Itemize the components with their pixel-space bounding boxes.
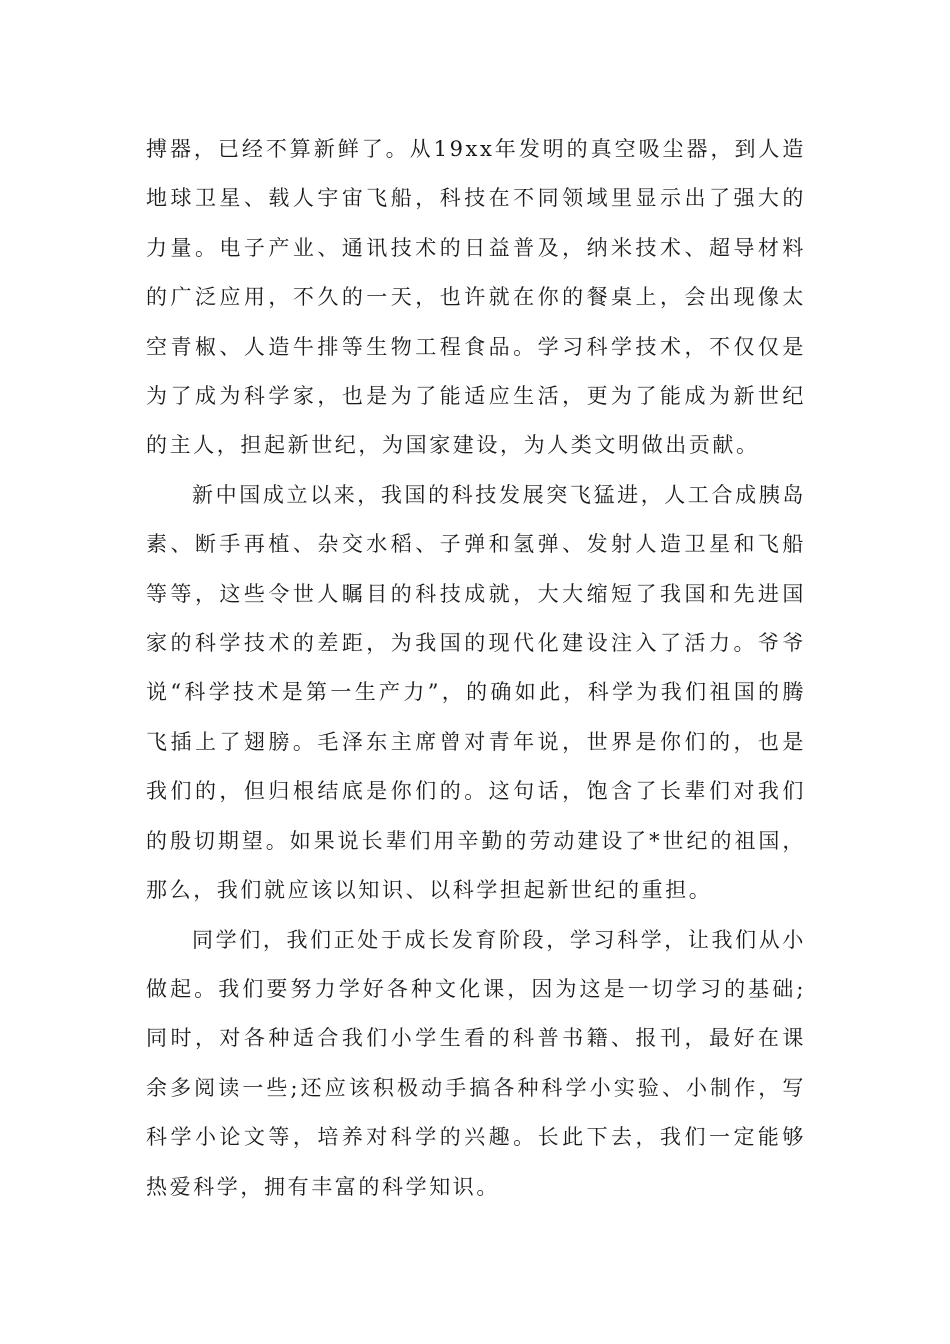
paragraph-1: 搏器，已经不算新鲜了。从19xx年发明的真空吸尘器，到人造地球卫星、载人宇宙飞船，科技在不同领域里显示出了强大的力量。电子产业、通讯技术的日益普及，纳米技术、超导材料的广泛应用，不久的一天，也许就在你的餐桌上，会出现像太空青椒、人造牛排等生物工程食品。学习科学技术，不仅仅是为了成为科学家，也是为了能适应生活，更为了能成为新世纪的主人，担起新世纪，为国家建设，为人类文明做出贡献。 (146, 137, 806, 458)
paragraph-3: 同学们，我们正处于成长发育阶段，学习科学，让我们从小做起。我们要努力学好各种文化课，因为这是一切学习的基础;同时，对各种适合我们小学生看的科普书籍、报刊，最好在课余多阅读一些;还应该积极动手搞各种科学小实验、小制作，写科学小论文等，培养对科学的兴趣。长此下去，我们一定能够热爱科学，拥有丰富的科学知识。 (146, 927, 806, 1199)
document-body (146, 125, 806, 1212)
paragraph-2: 新中国成立以来，我国的科技发展突飞猛进，人工合成胰岛素、断手再植、杂交水稻、子弹和氢弹、发射人造卫星和飞船等等，这些令世人瞩目的科技成就，大大缩短了我国和先进国家的科学技术的差距，为我国的现代化建设注入了活力。爷爷说“科学技术是第一生产力”，的确如此，科学为我们祖国的腾飞插上了翅膀。毛泽东主席曾对青年说，世界是你们的，也是我们的，但归根结底是你们的。这句话，饱含了长辈们对我们的殷切期望。如果说长辈们用辛勤的劳动建设了*世纪的祖国，那么，我们就应该以知识、以科学担起新世纪的重担。 (146, 482, 806, 903)
